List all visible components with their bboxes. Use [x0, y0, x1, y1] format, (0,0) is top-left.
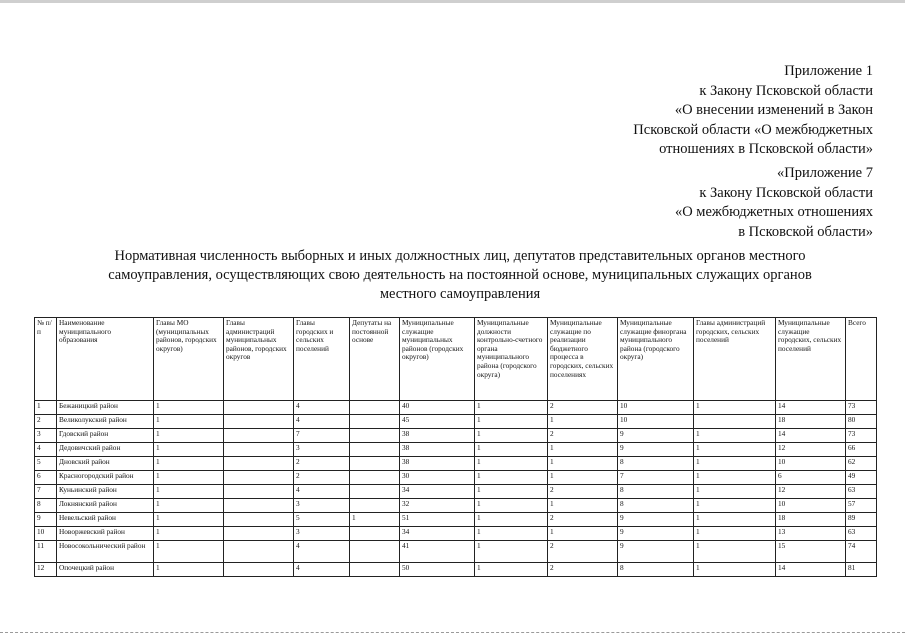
table-cell: 1	[548, 471, 618, 485]
table-cell	[224, 415, 294, 429]
table-cell: 8	[618, 485, 694, 499]
table-cell	[224, 443, 294, 457]
table-cell: 81	[846, 563, 877, 577]
table-cell	[224, 471, 294, 485]
table-cell: 12	[35, 563, 57, 577]
column-header: Главы городских и сельских поселений	[294, 318, 350, 401]
column-header: Депутаты на постоянной основе	[350, 318, 400, 401]
table-cell: 1	[154, 513, 224, 527]
table-cell: 1	[154, 541, 224, 563]
table-header-row	[35, 318, 877, 401]
staffing-table	[34, 317, 877, 577]
table-cell	[350, 499, 400, 513]
table-cell: 10	[35, 527, 57, 541]
table-cell: 34	[400, 527, 475, 541]
table-cell: Опочецкий район	[57, 563, 154, 577]
table-cell: 1	[154, 443, 224, 457]
table-cell: 2	[294, 471, 350, 485]
table-cell	[350, 443, 400, 457]
table-row	[35, 415, 877, 429]
table-cell: Локнянский район	[57, 499, 154, 513]
table-cell: 4	[294, 485, 350, 499]
table-cell: 49	[846, 471, 877, 485]
table-cell: 11	[35, 541, 57, 563]
table-cell: 14	[776, 563, 846, 577]
title-line: Нормативная численность выборных и иных должностных лиц, депутатов представительных органов местного	[114, 248, 806, 264]
table-cell: 7	[618, 471, 694, 485]
table-cell: 1	[694, 471, 776, 485]
table-cell: 1	[694, 401, 776, 415]
table-cell: 50	[400, 563, 475, 577]
table-cell: 1	[548, 527, 618, 541]
table-cell: 2	[35, 415, 57, 429]
table-cell: 1	[154, 471, 224, 485]
appendix-1-header	[633, 62, 873, 160]
table-cell: 2	[294, 457, 350, 471]
table-cell: 4	[294, 415, 350, 429]
table-cell: 32	[400, 499, 475, 513]
table-body	[35, 401, 877, 577]
appendix-7-line: к Закону Псковской области	[699, 184, 873, 201]
table-row	[35, 429, 877, 443]
title-line: самоуправления, осуществляющих свою деятельность на постоянной основе, муниципальных служащих органов	[108, 267, 812, 283]
table-cell: 1	[154, 429, 224, 443]
table-cell: 9	[618, 513, 694, 527]
table-cell	[224, 513, 294, 527]
table-cell: 10	[776, 457, 846, 471]
column-header: № п/п	[35, 318, 57, 401]
appendix-1-line: Приложение 1	[784, 63, 873, 79]
table-row	[35, 513, 877, 527]
table-cell: 18	[776, 415, 846, 429]
table-cell: 73	[846, 429, 877, 443]
scan-top-edge	[0, 0, 905, 3]
column-header: Наименование муниципального образования	[57, 318, 154, 401]
table-cell: 6	[35, 471, 57, 485]
table-cell: 74	[846, 541, 877, 563]
table-cell: 1	[154, 401, 224, 415]
table-cell: 13	[776, 527, 846, 541]
table-cell: 5	[294, 513, 350, 527]
table-cell: 8	[618, 457, 694, 471]
table-cell: 7	[294, 429, 350, 443]
table-cell: 1	[694, 527, 776, 541]
table-cell	[350, 429, 400, 443]
table-cell: 40	[400, 401, 475, 415]
appendix-1-line: отношениях в Псковской области»	[659, 141, 873, 157]
table-cell: Новосокольнический район	[57, 541, 154, 563]
table-cell	[350, 527, 400, 541]
table-cell: 63	[846, 527, 877, 541]
table-cell: 62	[846, 457, 877, 471]
table-cell: 8	[35, 499, 57, 513]
appendix-1-line: «О внесении изменений в Закон	[674, 102, 873, 118]
table-cell: 1	[548, 415, 618, 429]
table-cell: 66	[846, 443, 877, 457]
table-cell	[224, 499, 294, 513]
table-cell	[224, 527, 294, 541]
table-cell	[350, 485, 400, 499]
table-cell: 1	[154, 563, 224, 577]
table-cell: 45	[400, 415, 475, 429]
table-cell: 7	[35, 485, 57, 499]
table-cell: 3	[294, 443, 350, 457]
table-cell: 1	[475, 563, 548, 577]
table-cell: 9	[618, 541, 694, 563]
appendix-1-line: к Закону Псковской области	[699, 82, 873, 99]
table-cell: Куньинский район	[57, 485, 154, 499]
table-cell: 12	[776, 485, 846, 499]
table-cell: 1	[475, 457, 548, 471]
table-cell: 10	[618, 401, 694, 415]
table-cell: 9	[618, 527, 694, 541]
table-cell: 5	[35, 457, 57, 471]
table-cell: 30	[400, 471, 475, 485]
table-cell: 2	[548, 513, 618, 527]
table-cell: 9	[618, 429, 694, 443]
appendix-1-line: Псковской области «О межбюджетных	[633, 121, 873, 138]
table-cell	[224, 457, 294, 471]
table-cell: 10	[618, 415, 694, 429]
table-cell	[350, 541, 400, 563]
table-row	[35, 457, 877, 471]
table-cell: 3	[35, 429, 57, 443]
table-cell: 1	[694, 541, 776, 563]
table-cell: 1	[475, 429, 548, 443]
table-cell: 14	[776, 429, 846, 443]
table-cell: 2	[548, 429, 618, 443]
table-cell: 34	[400, 485, 475, 499]
table-cell: 38	[400, 429, 475, 443]
table-row	[35, 563, 877, 577]
table-cell: 51	[400, 513, 475, 527]
table-cell: 15	[776, 541, 846, 563]
table-cell: 63	[846, 485, 877, 499]
table-cell: 1	[475, 499, 548, 513]
column-header: Главы администраций муниципальных районов, городских округов	[224, 318, 294, 401]
table-cell: Дедовичский район	[57, 443, 154, 457]
column-header: Муниципальные должности контрольно-счетного органа муниципального района (городского округа)	[475, 318, 548, 401]
table-cell: Бежаницкий район	[57, 401, 154, 415]
table-cell: 73	[846, 401, 877, 415]
table-cell: 1	[154, 415, 224, 429]
table-cell: Гдовский район	[57, 429, 154, 443]
table-cell: 89	[846, 513, 877, 527]
table-row	[35, 443, 877, 457]
table-cell	[350, 401, 400, 415]
table-cell: 1	[694, 457, 776, 471]
title-line: местного самоуправления	[379, 286, 541, 302]
table-cell: 3	[294, 499, 350, 513]
table-cell	[350, 457, 400, 471]
column-header: Муниципальные служащие финоргана муниципального района (городского округа)	[618, 318, 694, 401]
table-cell: 8	[618, 499, 694, 513]
table-cell: 1	[154, 499, 224, 513]
table-cell: 3	[294, 527, 350, 541]
table-cell	[224, 485, 294, 499]
table-cell	[350, 471, 400, 485]
table-cell: 1	[548, 457, 618, 471]
table-cell: Великолукский район	[57, 415, 154, 429]
table-cell: 1	[475, 401, 548, 415]
table-row	[35, 485, 877, 499]
table-cell: 18	[776, 513, 846, 527]
table-cell: 1	[154, 485, 224, 499]
appendix-7-header	[675, 164, 873, 242]
table-cell: 41	[400, 541, 475, 563]
table-row	[35, 401, 877, 415]
document-title	[70, 247, 850, 304]
table-cell: 1	[475, 527, 548, 541]
table-cell: 2	[548, 401, 618, 415]
table-cell: 1	[694, 563, 776, 577]
column-header: Главы МО (муниципальных районов, городских округов)	[154, 318, 224, 401]
table-cell: 1	[694, 513, 776, 527]
table-cell: 8	[618, 563, 694, 577]
table-row	[35, 499, 877, 513]
table-cell: Новоржевский район	[57, 527, 154, 541]
table-cell: 1	[154, 457, 224, 471]
table-cell: 1	[548, 499, 618, 513]
table-cell: 6	[776, 471, 846, 485]
table-cell	[350, 563, 400, 577]
table-cell: 4	[35, 443, 57, 457]
scan-bottom-edge	[0, 632, 905, 633]
table-cell: 1	[35, 401, 57, 415]
column-header: Всего	[846, 318, 877, 401]
table-cell: 4	[294, 401, 350, 415]
table-cell	[224, 429, 294, 443]
table-cell: 1	[548, 443, 618, 457]
table-cell: 1	[350, 513, 400, 527]
column-header: Муниципальные служащие муниципальных районов (городских округов)	[400, 318, 475, 401]
table-cell: 4	[294, 541, 350, 563]
table-row	[35, 471, 877, 485]
table-cell: 1	[475, 443, 548, 457]
table-cell: 9	[35, 513, 57, 527]
table-cell: 4	[294, 563, 350, 577]
table-cell	[224, 401, 294, 415]
table-cell: 9	[618, 443, 694, 457]
table-cell: 80	[846, 415, 877, 429]
table-cell: 12	[776, 443, 846, 457]
table-cell: 10	[776, 499, 846, 513]
appendix-7-line: «Приложение 7	[777, 165, 873, 181]
table-cell: 1	[694, 443, 776, 457]
table-cell	[224, 563, 294, 577]
table-cell: 1	[475, 513, 548, 527]
table-cell: 14	[776, 401, 846, 415]
table-cell: 1	[694, 499, 776, 513]
table-cell: Невельский район	[57, 513, 154, 527]
table-cell: 2	[548, 541, 618, 563]
table-cell	[224, 541, 294, 563]
table-cell: 1	[694, 485, 776, 499]
table-cell: 2	[548, 485, 618, 499]
table-cell: 1	[475, 541, 548, 563]
appendix-7-line: «О межбюджетных отношениях	[674, 204, 873, 220]
table-row	[35, 527, 877, 541]
column-header: Муниципальные служащие городских, сельских поселений	[776, 318, 846, 401]
table-cell: 2	[548, 563, 618, 577]
table-cell: Дновский район	[57, 457, 154, 471]
table-cell: Красногородский район	[57, 471, 154, 485]
column-header: Главы администраций городских, сельских поселений	[694, 318, 776, 401]
column-header: Муниципальные служащие по реализации бюджетного процесса в городских, сельских поселениях	[548, 318, 618, 401]
table-cell: 38	[400, 443, 475, 457]
table-cell: 1	[475, 415, 548, 429]
table-cell	[350, 415, 400, 429]
table-cell: 1	[475, 471, 548, 485]
table-row	[35, 541, 877, 563]
table-cell: 38	[400, 457, 475, 471]
table-cell: 1	[154, 527, 224, 541]
table-cell: 1	[694, 429, 776, 443]
table-cell: 1	[475, 485, 548, 499]
appendix-7-line: в Псковской области»	[738, 223, 873, 240]
table-cell: 57	[846, 499, 877, 513]
table-cell	[694, 415, 776, 429]
